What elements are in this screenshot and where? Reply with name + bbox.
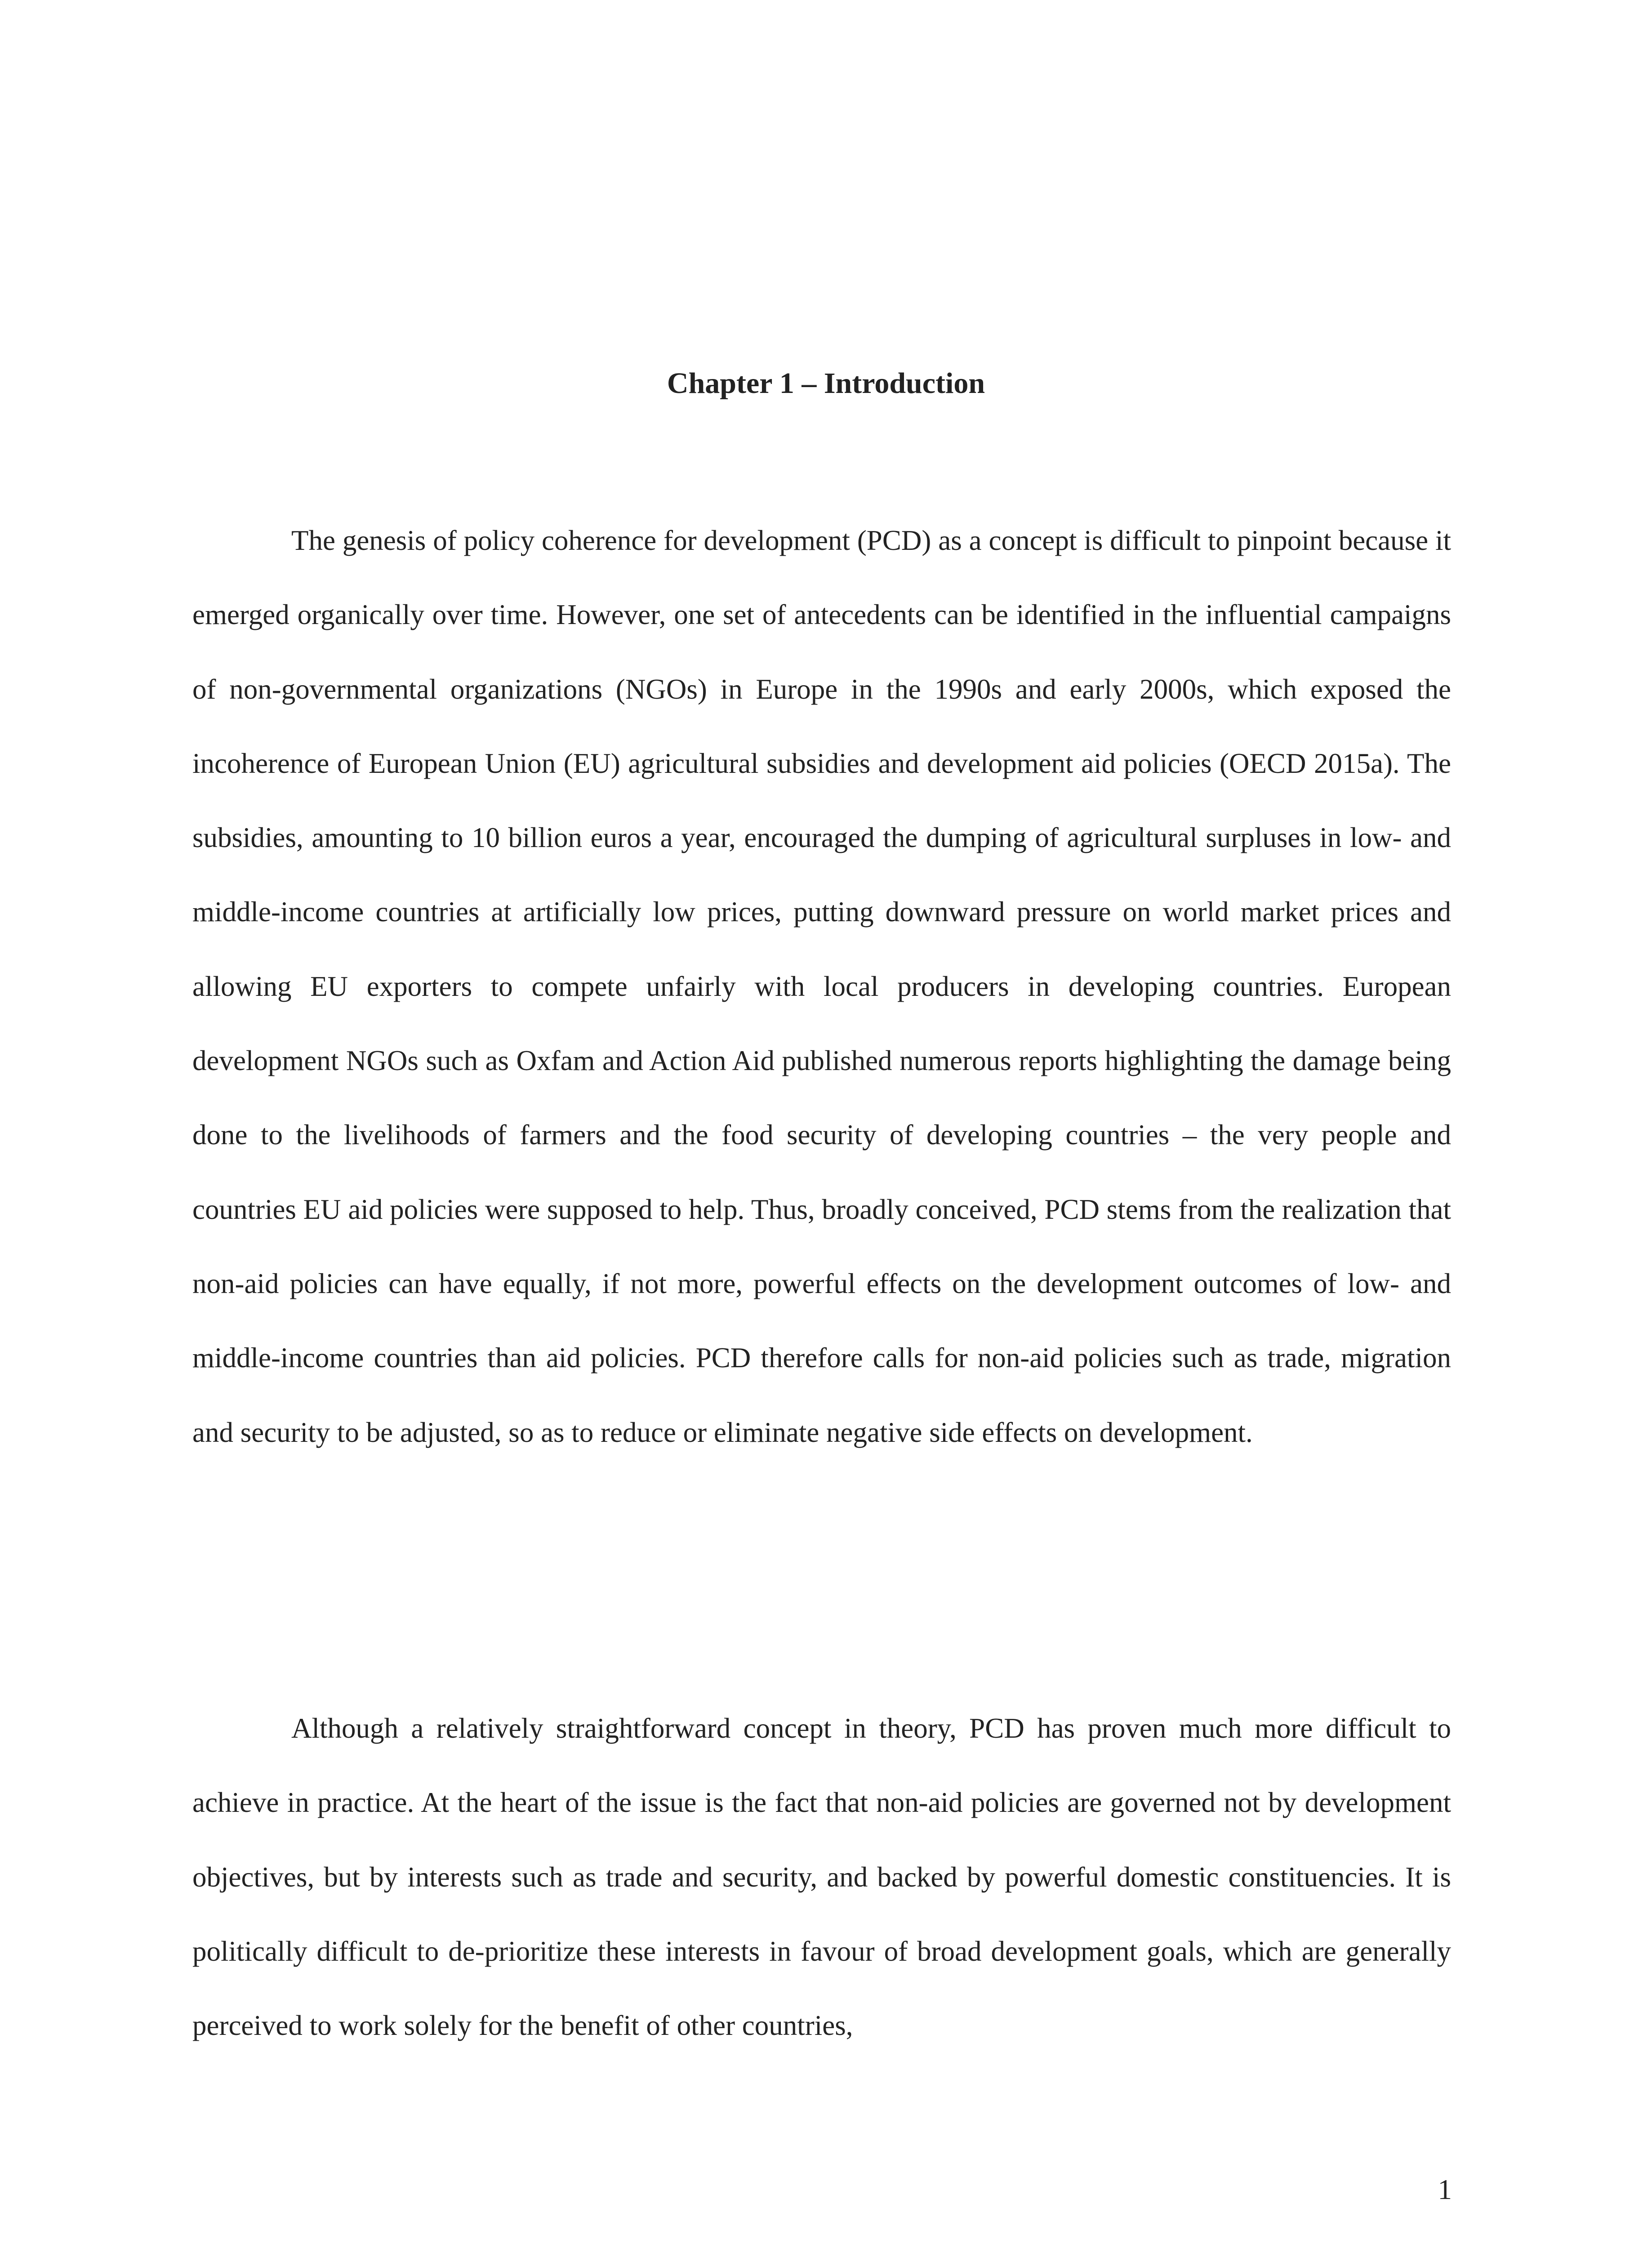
body-paragraph-2: Although a relatively straightforward concept in theory, PCD has proven much more difficult to achieve in practice. At the heart of the issue is the fact that non-aid policies are governed not by development objectives, but by interests such as trade and security, and backed by powerful domestic constituencies. It is politically difficult to de-prioritize these interests in favour of broad development goals, which are generally perceived to work solely for the benefit of other countries, bbox=[192, 1713, 1451, 2042]
body-paragraph-1: The genesis of policy coherence for development (PCD) as a concept is difficult to pinpoint because it emerged organically over time. However, one set of antecedents can be identified in the influential campaigns of non-governmental organizations (NGOs) in Europe in the 1990s and early 2000s, which exposed the incoherence of European Union (EU) agricultural subsidies and development aid policies (OECD 2015a). The subsidies, amounting to 10 billion euros a year, encouraged the dumping of agricultural surpluses in low- and middle-income countries at artificially low prices, putting downward pressure on world market prices and allowing EU exporters to compete unfairly with local producers in developing countries. European development NGOs such as Oxfam and Action Aid published numerous reports highlighting the damage being done to the livelihoods of farmers and the food security of developing countries – the very people and countries EU aid policies were supposed to help. Thus, broadly conceived, PCD stems from the realization that non-aid policies can have equally, if not more, powerful effects on the development outcomes of low- and middle-income countries than aid policies. PCD therefore calls for non-aid policies such as trade, migration and security to be adjusted, so as to reduce or eliminate negative side effects on development. bbox=[192, 525, 1451, 1448]
chapter-title: Chapter 1 – Introduction bbox=[667, 367, 985, 400]
page-number: 1 bbox=[1438, 2174, 1452, 2205]
